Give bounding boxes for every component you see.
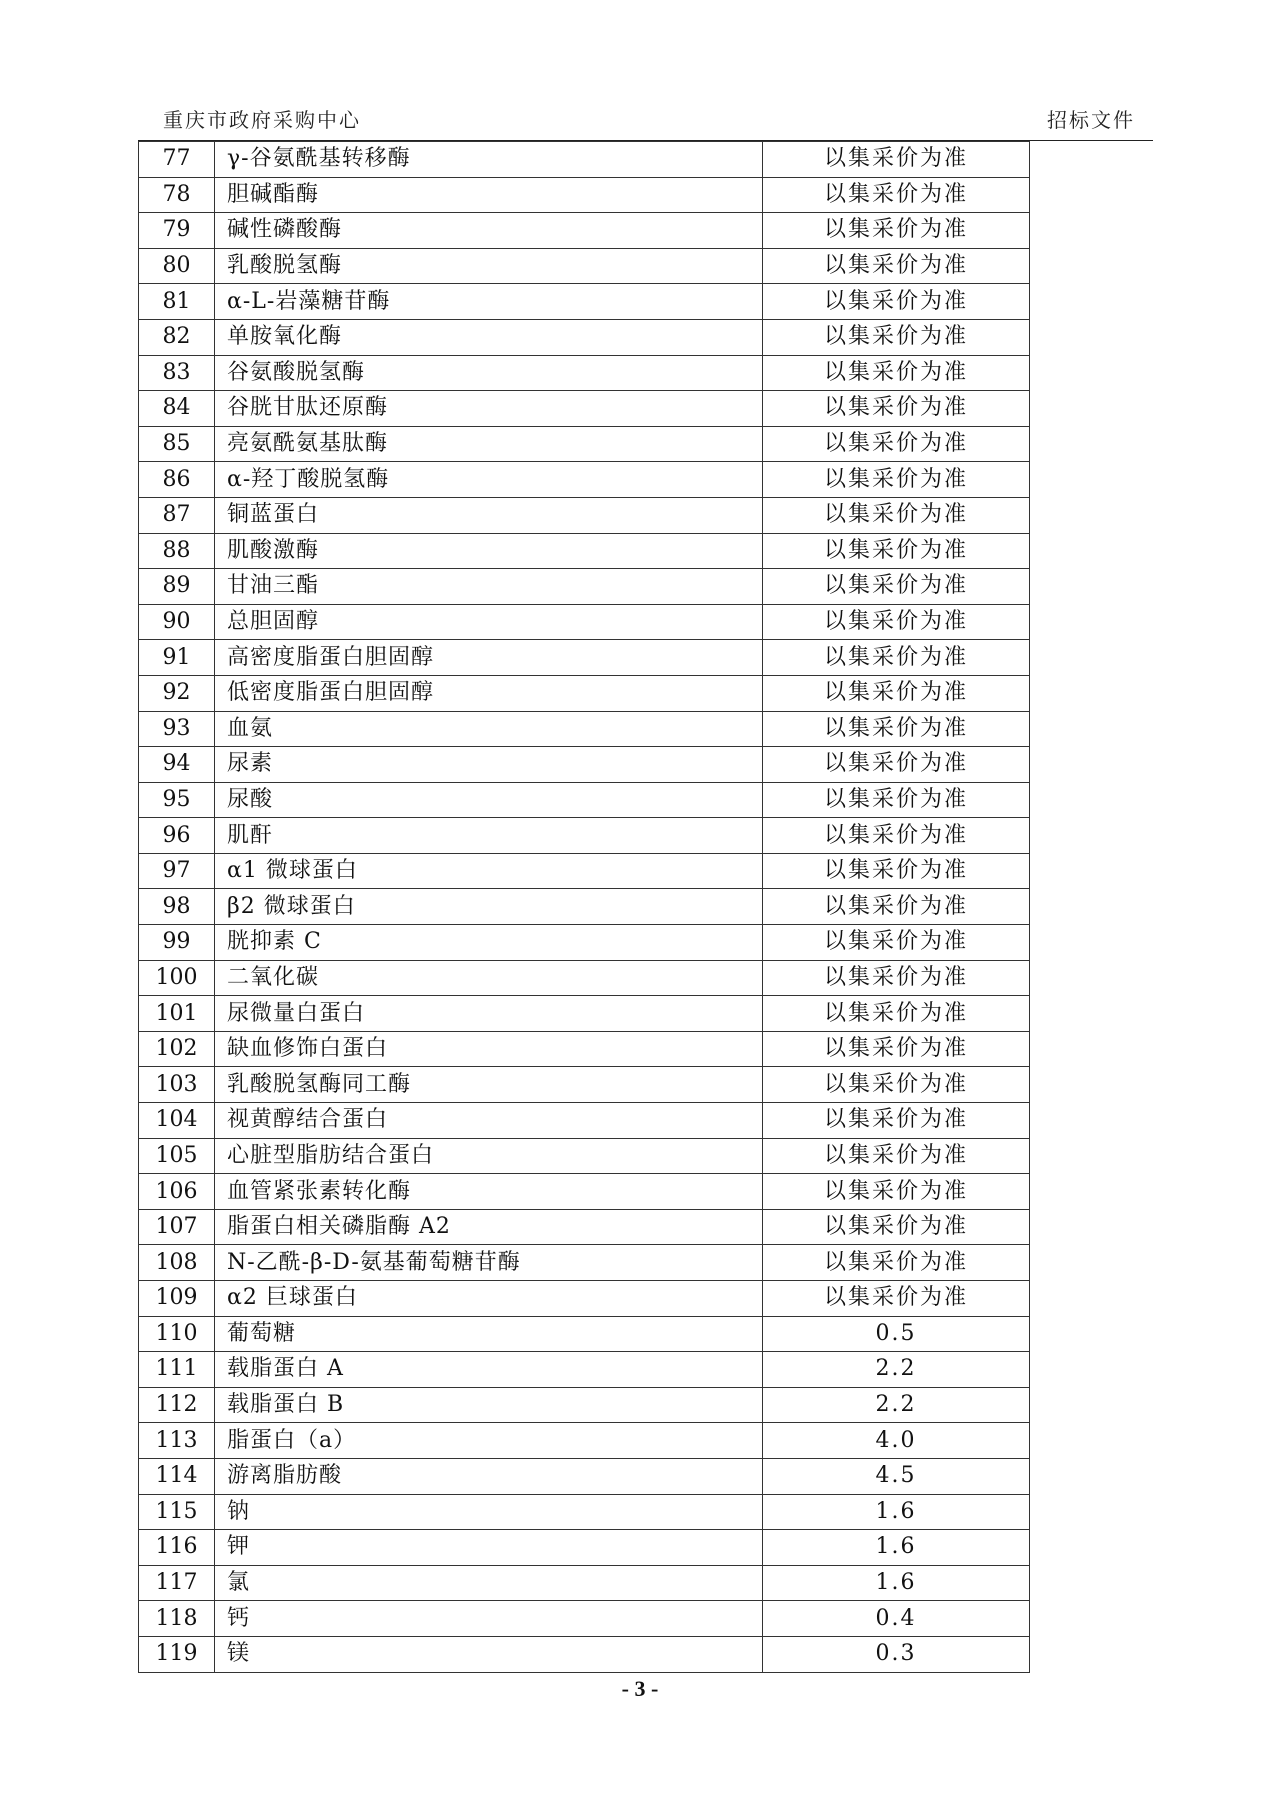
- item-name: 脂蛋白相关磷脂酶 A2: [215, 1209, 763, 1245]
- item-price: 以集采价为准: [763, 782, 1030, 818]
- row-number: 95: [139, 782, 215, 818]
- table-row: [139, 960, 1030, 996]
- item-name: N-乙酰-β-D-氨基葡萄糖苷酶: [215, 1245, 763, 1281]
- table-row: [139, 1565, 1030, 1601]
- item-price: 以集采价为准: [763, 818, 1030, 854]
- table-row: [139, 1316, 1030, 1352]
- item-price: 以集采价为准: [763, 604, 1030, 640]
- item-price: 以集采价为准: [763, 1174, 1030, 1210]
- table-row: [139, 213, 1030, 249]
- item-name: 二氧化碳: [215, 960, 763, 996]
- row-number: 110: [139, 1316, 215, 1352]
- item-price: 以集采价为准: [763, 1281, 1030, 1317]
- item-name: α1 微球蛋白: [215, 853, 763, 889]
- item-price: 以集采价为准: [763, 533, 1030, 569]
- table-row: [139, 889, 1030, 925]
- item-name: 脂蛋白（a）: [215, 1423, 763, 1459]
- table-row: [139, 1067, 1030, 1103]
- table-row: [139, 1387, 1030, 1423]
- item-name: 血氨: [215, 711, 763, 747]
- row-number: 117: [139, 1565, 215, 1601]
- row-number: 84: [139, 391, 215, 427]
- item-name: 尿酸: [215, 782, 763, 818]
- item-name: 甘油三酯: [215, 569, 763, 605]
- row-number: 94: [139, 747, 215, 783]
- item-name: 载脂蛋白 B: [215, 1387, 763, 1423]
- item-price: 以集采价为准: [763, 1067, 1030, 1103]
- table-row: [139, 284, 1030, 320]
- item-name: 碱性磷酸酶: [215, 213, 763, 249]
- item-name: 谷胱甘肽还原酶: [215, 391, 763, 427]
- table-row: [139, 1174, 1030, 1210]
- item-price: 以集采价为准: [763, 925, 1030, 961]
- row-number: 109: [139, 1281, 215, 1317]
- table-row: [139, 355, 1030, 391]
- item-name: 尿微量白蛋白: [215, 996, 763, 1032]
- table-row: [139, 925, 1030, 961]
- item-name: 载脂蛋白 A: [215, 1352, 763, 1388]
- item-name: 总胆固醇: [215, 604, 763, 640]
- price-table: [138, 141, 1030, 1673]
- table-row: [139, 1138, 1030, 1174]
- item-name: 视黄醇结合蛋白: [215, 1103, 763, 1139]
- item-name: α2 巨球蛋白: [215, 1281, 763, 1317]
- row-number: 77: [139, 142, 215, 178]
- item-name: β2 微球蛋白: [215, 889, 763, 925]
- item-price: 以集采价为准: [763, 747, 1030, 783]
- item-name: 乳酸脱氢酶同工酶: [215, 1067, 763, 1103]
- row-number: 97: [139, 853, 215, 889]
- row-number: 98: [139, 889, 215, 925]
- item-name: 缺血修饰白蛋白: [215, 1031, 763, 1067]
- row-number: 106: [139, 1174, 215, 1210]
- table-row: [139, 426, 1030, 462]
- item-name: 低密度脂蛋白胆固醇: [215, 675, 763, 711]
- table-row: [139, 711, 1030, 747]
- table-row: [139, 1031, 1030, 1067]
- table-row: [139, 853, 1030, 889]
- price-table-body: [139, 142, 1030, 1673]
- item-name: 单胺氧化酶: [215, 319, 763, 355]
- row-number: 79: [139, 213, 215, 249]
- row-number: 88: [139, 533, 215, 569]
- row-number: 101: [139, 996, 215, 1032]
- row-number: 83: [139, 355, 215, 391]
- item-price: 1.6: [763, 1565, 1030, 1601]
- item-price: 以集采价为准: [763, 1138, 1030, 1174]
- table-row: [139, 1458, 1030, 1494]
- item-name: 肌酐: [215, 818, 763, 854]
- row-number: 118: [139, 1601, 215, 1637]
- item-name: 葡萄糖: [215, 1316, 763, 1352]
- item-price: 以集采价为准: [763, 497, 1030, 533]
- row-number: 82: [139, 319, 215, 355]
- table-row: [139, 533, 1030, 569]
- table-row: [139, 497, 1030, 533]
- item-price: 以集采价为准: [763, 675, 1030, 711]
- item-price: 以集采价为准: [763, 355, 1030, 391]
- table-row: [139, 1209, 1030, 1245]
- row-number: 90: [139, 604, 215, 640]
- table-row: [139, 818, 1030, 854]
- page-number: - 3 -: [621, 1676, 659, 1701]
- row-number: 108: [139, 1245, 215, 1281]
- row-number: 113: [139, 1423, 215, 1459]
- item-price: 以集采价为准: [763, 1209, 1030, 1245]
- row-number: 114: [139, 1458, 215, 1494]
- item-price: 以集采价为准: [763, 177, 1030, 213]
- item-price: 以集采价为准: [763, 284, 1030, 320]
- table-row: [139, 391, 1030, 427]
- item-price: 以集采价为准: [763, 248, 1030, 284]
- item-price: 以集采价为准: [763, 1031, 1030, 1067]
- item-price: 以集采价为准: [763, 319, 1030, 355]
- table-row: [139, 319, 1030, 355]
- table-row: [139, 640, 1030, 676]
- table-row: [139, 569, 1030, 605]
- item-name: 胆碱酯酶: [215, 177, 763, 213]
- row-number: 116: [139, 1530, 215, 1566]
- table-row: [139, 1601, 1030, 1637]
- row-number: 102: [139, 1031, 215, 1067]
- table-row: [139, 1636, 1030, 1672]
- item-name: 肌酸激酶: [215, 533, 763, 569]
- table-row: [139, 675, 1030, 711]
- row-number: 96: [139, 818, 215, 854]
- row-number: 81: [139, 284, 215, 320]
- row-number: 103: [139, 1067, 215, 1103]
- row-number: 111: [139, 1352, 215, 1388]
- row-number: 86: [139, 462, 215, 498]
- item-name: γ-谷氨酰基转移酶: [215, 142, 763, 178]
- item-price: 0.4: [763, 1601, 1030, 1637]
- item-price: 4.5: [763, 1458, 1030, 1494]
- row-number: 85: [139, 426, 215, 462]
- row-number: 100: [139, 960, 215, 996]
- item-name: 铜蓝蛋白: [215, 497, 763, 533]
- table-row: [139, 248, 1030, 284]
- table-row: [139, 1530, 1030, 1566]
- row-number: 87: [139, 497, 215, 533]
- table-row: [139, 142, 1030, 178]
- table-row: [139, 747, 1030, 783]
- row-number: 104: [139, 1103, 215, 1139]
- item-name: 血管紧张素转化酶: [215, 1174, 763, 1210]
- item-name: α-L-岩藻糖苷酶: [215, 284, 763, 320]
- table-row: [139, 1245, 1030, 1281]
- item-price: 以集采价为准: [763, 889, 1030, 925]
- table-row: [139, 996, 1030, 1032]
- item-price: 以集采价为准: [763, 1103, 1030, 1139]
- item-price: 以集采价为准: [763, 960, 1030, 996]
- header-organization: 重庆市政府采购中心: [163, 108, 361, 132]
- row-number: 78: [139, 177, 215, 213]
- item-name: 氯: [215, 1565, 763, 1601]
- item-name: α-羟丁酸脱氢酶: [215, 462, 763, 498]
- header-document-type: 招标文件: [1047, 108, 1135, 132]
- item-name: 乳酸脱氢酶: [215, 248, 763, 284]
- item-price: 以集采价为准: [763, 1245, 1030, 1281]
- item-name: 游离脂肪酸: [215, 1458, 763, 1494]
- item-price: 2.2: [763, 1387, 1030, 1423]
- row-number: 92: [139, 675, 215, 711]
- row-number: 112: [139, 1387, 215, 1423]
- item-name: 钾: [215, 1530, 763, 1566]
- table-row: [139, 1103, 1030, 1139]
- item-price: 以集采价为准: [763, 569, 1030, 605]
- table-row: [139, 462, 1030, 498]
- row-number: 115: [139, 1494, 215, 1530]
- item-price: 1.6: [763, 1494, 1030, 1530]
- item-name: 钠: [215, 1494, 763, 1530]
- item-price: 以集采价为准: [763, 391, 1030, 427]
- row-number: 99: [139, 925, 215, 961]
- item-name: 胱抑素 C: [215, 925, 763, 961]
- table-row: [139, 1352, 1030, 1388]
- item-price: 以集采价为准: [763, 462, 1030, 498]
- item-price: 以集采价为准: [763, 996, 1030, 1032]
- row-number: 105: [139, 1138, 215, 1174]
- item-price: 以集采价为准: [763, 426, 1030, 462]
- item-price: 以集采价为准: [763, 711, 1030, 747]
- item-price: 以集采价为准: [763, 142, 1030, 178]
- item-name: 谷氨酸脱氢酶: [215, 355, 763, 391]
- table-row: [139, 1494, 1030, 1530]
- item-name: 高密度脂蛋白胆固醇: [215, 640, 763, 676]
- item-price: 2.2: [763, 1352, 1030, 1388]
- row-number: 80: [139, 248, 215, 284]
- item-price: 以集采价为准: [763, 853, 1030, 889]
- item-name: 钙: [215, 1601, 763, 1637]
- row-number: 93: [139, 711, 215, 747]
- item-name: 亮氨酰氨基肽酶: [215, 426, 763, 462]
- row-number: 119: [139, 1636, 215, 1672]
- item-price: 1.6: [763, 1530, 1030, 1566]
- table-row: [139, 604, 1030, 640]
- item-price: 以集采价为准: [763, 640, 1030, 676]
- row-number: 91: [139, 640, 215, 676]
- table-row: [139, 1423, 1030, 1459]
- row-number: 107: [139, 1209, 215, 1245]
- item-price: 4.0: [763, 1423, 1030, 1459]
- table-row: [139, 782, 1030, 818]
- item-price: 0.5: [763, 1316, 1030, 1352]
- row-number: 89: [139, 569, 215, 605]
- table-row: [139, 177, 1030, 213]
- item-price: 以集采价为准: [763, 213, 1030, 249]
- item-name: 尿素: [215, 747, 763, 783]
- table-row: [139, 1281, 1030, 1317]
- item-price: 0.3: [763, 1636, 1030, 1672]
- item-name: 镁: [215, 1636, 763, 1672]
- item-name: 心脏型脂肪结合蛋白: [215, 1138, 763, 1174]
